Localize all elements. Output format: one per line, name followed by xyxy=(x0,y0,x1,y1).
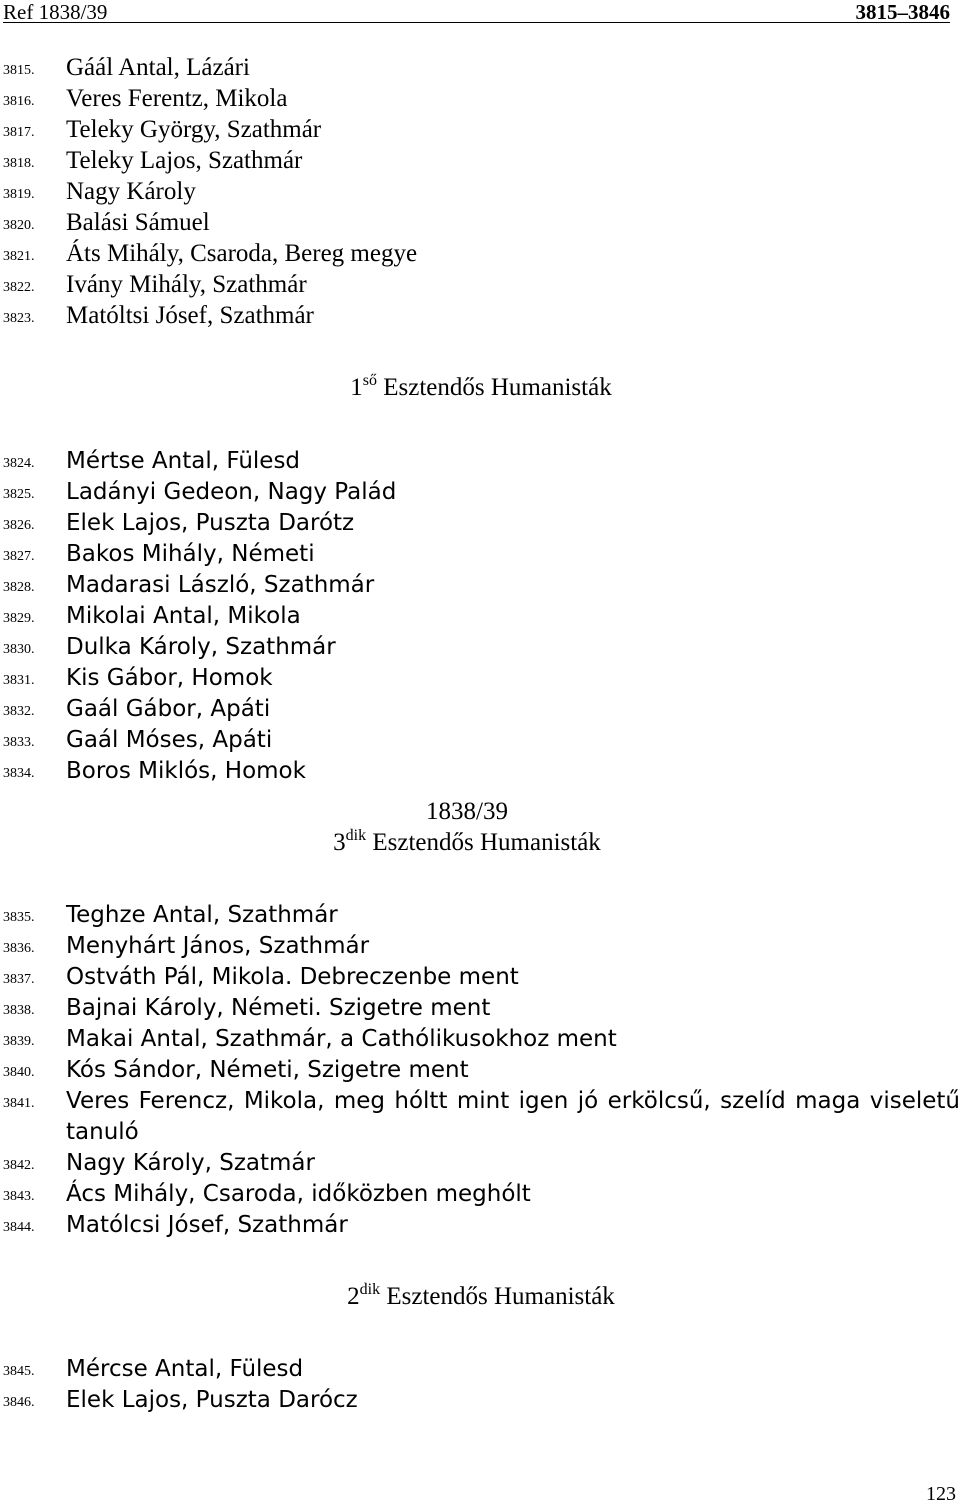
heading-ordinal: 2 xyxy=(347,1283,360,1310)
entry-number: 3830. xyxy=(3,642,35,657)
list-item xyxy=(0,84,960,115)
entry-text: Nagy Károly, Szatmár xyxy=(66,1150,315,1176)
list-item xyxy=(0,1179,960,1210)
reference-label: Ref 1838/39 xyxy=(3,0,108,24)
heading-ordinal-suffix: dik xyxy=(359,1281,381,1298)
entry-number: 3837. xyxy=(3,972,35,987)
list-item xyxy=(0,1024,960,1055)
entry-text: Matólcsi Jósef, Szathmár xyxy=(66,1212,348,1238)
entry-number: 3817. xyxy=(3,125,35,140)
entry-text: Áts Mihály, Csaroda, Bereg megye xyxy=(66,240,418,267)
heading-text: Esztendős Humanisták xyxy=(383,374,612,401)
entry-text: Teleky Lajos, Szathmár xyxy=(66,147,303,174)
heading-ordinal-suffix: ső xyxy=(362,372,378,389)
entry-text: Boros Miklós, Homok xyxy=(66,758,306,784)
list-item xyxy=(0,446,960,477)
heading-text: Esztendős Humanisták xyxy=(372,829,601,856)
entry-number: 3816. xyxy=(3,94,35,109)
entry-text: Elek Lajos, Puszta Darótz xyxy=(66,510,355,536)
entry-number: 3822. xyxy=(3,280,35,295)
entry-text: Bakos Mihály, Németi xyxy=(66,541,315,567)
entry-text: Madarasi László, Szathmár xyxy=(66,572,375,598)
list-item xyxy=(0,663,960,694)
list-item xyxy=(0,694,960,725)
entry-text: Ladányi Gedeon, Nagy Palád xyxy=(66,479,397,505)
entry-number: 3844. xyxy=(3,1220,35,1235)
heading-ordinal: 3 xyxy=(333,829,346,856)
entry-text: Makai Antal, Szathmár, a Cathólikusokhoz ment xyxy=(66,1026,617,1052)
list-item xyxy=(0,993,960,1024)
entry-text: Veres Ferencz, Mikola, meg hóltt mint igen jó erkölcsű, szelíd maga viseletű tanuló xyxy=(66,1088,960,1145)
entry-number: 3834. xyxy=(3,766,35,781)
heading-text: Esztendős Humanisták xyxy=(386,1283,615,1310)
entry-number: 3841. xyxy=(3,1096,35,1111)
entry-text: Teghze Antal, Szathmár xyxy=(66,902,338,928)
list-item xyxy=(0,146,960,177)
entry-number: 3843. xyxy=(3,1189,35,1204)
list-item xyxy=(0,570,960,601)
entry-text: Mércse Antal, Fülesd xyxy=(66,1356,304,1382)
entry-number: 3833. xyxy=(3,735,35,750)
entry-number: 3846. xyxy=(3,1395,35,1410)
entry-text: Nagy Károly xyxy=(66,178,196,205)
entry-text: Gaál Gábor, Apáti xyxy=(66,696,271,722)
entry-number: 3828. xyxy=(3,580,35,595)
section-heading-third-year xyxy=(0,828,934,858)
entry-number: 3842. xyxy=(3,1158,35,1173)
list-item xyxy=(0,1148,960,1179)
entry-text: Gaál Móses, Apáti xyxy=(66,727,273,753)
list-item xyxy=(0,239,960,270)
entry-text: Ostváth Pál, Mikola. Debreczenbe ment xyxy=(66,964,519,990)
list-item xyxy=(0,1055,960,1086)
heading-year: 1838/39 xyxy=(426,798,508,825)
entry-number: 3836. xyxy=(3,941,35,956)
list-item xyxy=(0,756,960,787)
list-item xyxy=(0,208,960,239)
section-year xyxy=(0,797,934,827)
list-item xyxy=(0,601,960,632)
entry-text: Balási Sámuel xyxy=(66,209,210,236)
entry-number: 3839. xyxy=(3,1034,35,1049)
entry-text: Kis Gábor, Homok xyxy=(66,665,273,691)
entry-number: 3829. xyxy=(3,611,35,626)
entry-text: Veres Ferentz, Mikola xyxy=(66,85,288,112)
entry-text: Ács Mihály, Csaroda, időközben meghólt xyxy=(66,1181,531,1207)
entry-number: 3827. xyxy=(3,549,35,564)
heading-ordinal-suffix: dik xyxy=(345,827,367,844)
entry-number: 3840. xyxy=(3,1065,35,1080)
list-item xyxy=(0,508,960,539)
list-item xyxy=(0,931,960,962)
list-item xyxy=(0,53,960,84)
entry-number: 3825. xyxy=(3,487,35,502)
list-item xyxy=(0,539,960,570)
entry-number: 3824. xyxy=(3,456,35,471)
entry-number: 3818. xyxy=(3,156,35,171)
entry-number: 3821. xyxy=(3,249,35,264)
entry-text: Teleky György, Szathmár xyxy=(66,116,322,143)
entry-number: 3835. xyxy=(3,910,35,925)
list-item xyxy=(0,962,960,993)
list-item xyxy=(0,900,960,931)
entry-number: 3819. xyxy=(3,187,35,202)
entry-text: Bajnai Károly, Németi. Szigetre ment xyxy=(66,995,491,1021)
page-number: 123 xyxy=(926,1483,956,1505)
entry-text: Menyhárt János, Szathmár xyxy=(66,933,370,959)
list-item xyxy=(0,477,960,508)
list-item xyxy=(0,1210,960,1241)
entry-range: 3815–3846 xyxy=(855,0,950,24)
entry-number: 3845. xyxy=(3,1364,35,1379)
entry-number: 3826. xyxy=(3,518,35,533)
list-item xyxy=(0,270,960,301)
entry-text: Kós Sándor, Németi, Szigetre ment xyxy=(66,1057,469,1083)
list-item xyxy=(0,1385,960,1416)
list-item xyxy=(0,1354,960,1385)
list-item xyxy=(0,301,960,332)
entry-text: Matóltsi Jósef, Szathmár xyxy=(66,302,314,329)
list-item xyxy=(0,1086,960,1148)
list-item xyxy=(0,632,960,663)
entry-number: 3823. xyxy=(3,311,35,326)
heading-ordinal: 1 xyxy=(350,374,363,401)
entry-text: Mértse Antal, Fülesd xyxy=(66,448,301,474)
entry-text: Gáál Antal, Lázári xyxy=(66,54,250,81)
page-header xyxy=(3,0,950,23)
section-heading-second-year xyxy=(0,1282,960,1312)
list-item xyxy=(0,177,960,208)
entry-number: 3832. xyxy=(3,704,35,719)
entry-text: Dulka Károly, Szathmár xyxy=(66,634,336,660)
entry-number: 3838. xyxy=(3,1003,35,1018)
entry-number: 3820. xyxy=(3,218,35,233)
section-heading-first-year xyxy=(0,373,960,403)
entry-number: 3831. xyxy=(3,673,35,688)
entry-text: Iván​y Mihály, Szathmár xyxy=(66,271,307,298)
entry-text: Elek Lajos, Puszta Darócz xyxy=(66,1387,358,1413)
entry-number: 3815. xyxy=(3,63,35,78)
entry-text: Mikolai Antal, Mikola xyxy=(66,603,301,629)
list-item xyxy=(0,115,960,146)
list-item xyxy=(0,725,960,756)
